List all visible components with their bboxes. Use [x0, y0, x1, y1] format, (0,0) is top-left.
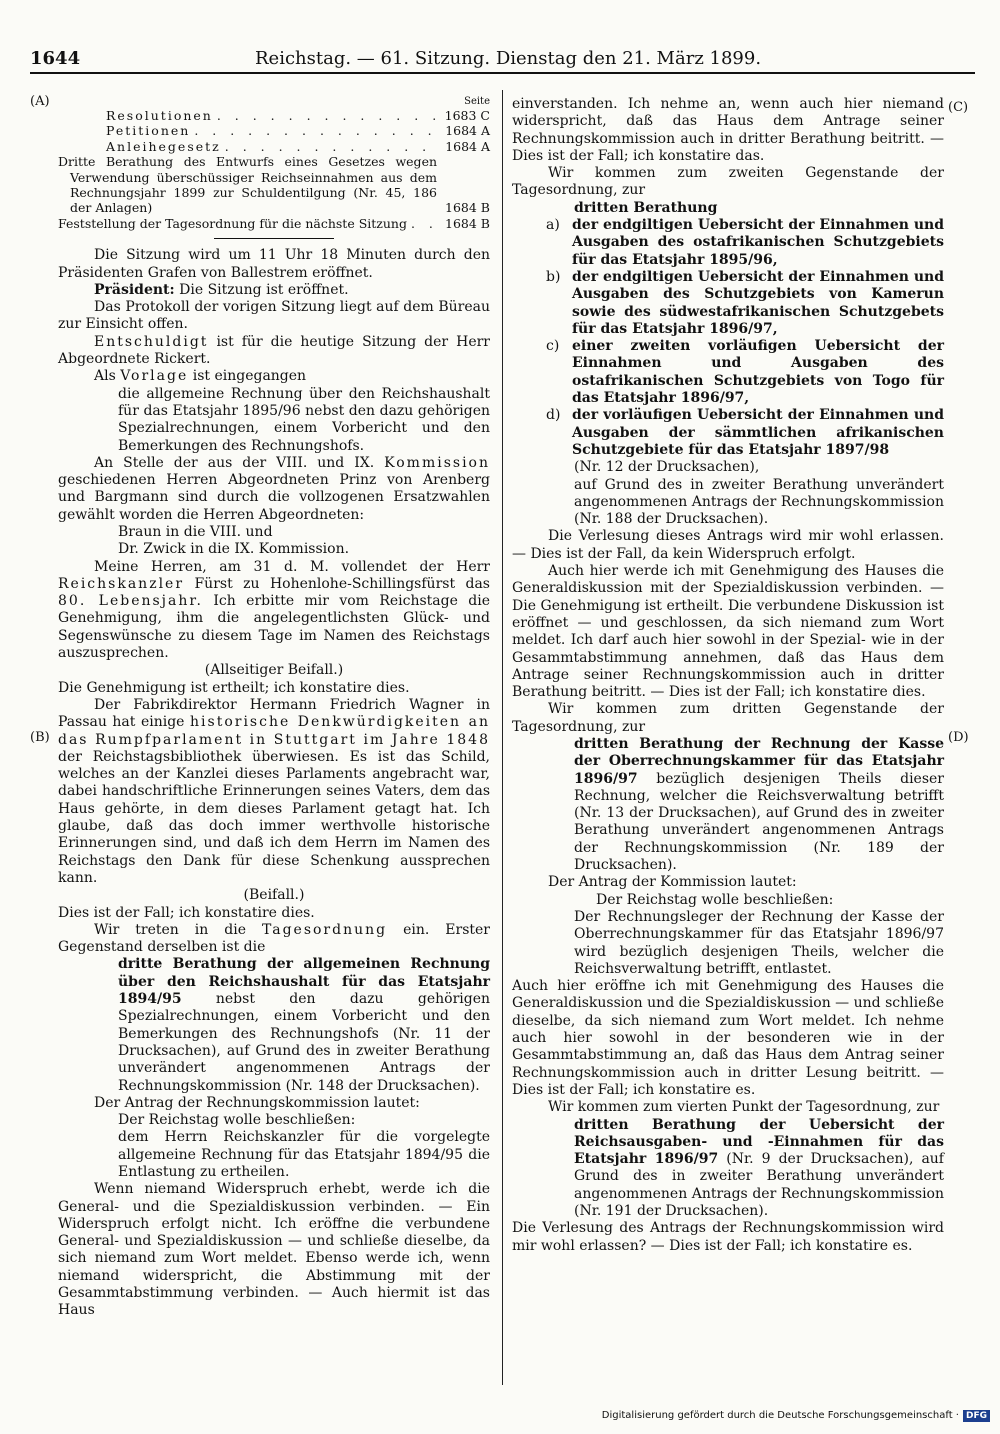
paragraph: dritten Berathung der Uebersicht der Reichsausgaben- und -Einnahmen für das Etatsjahr 1896/97 (Nr. 9 der Drucksachen), auf Grund des in zweiter Berathung unverändert angenommenen Antrags der Rechnungskommission (Nr. 191 der Drucksachen).	[574, 1116, 944, 1219]
paragraph: Auch hier werde ich mit Genehmigung des Hauses die Generaldiskussion mit der Spezialdiskussion verbinden. — Die Genehmigung ist ertheilt. Die verbundene Diskussion ist eröffnet — und geschlossen, da sich niemand zum Wort meldet. Ich darf auch hier sowohl in der Spezial- wie in der Gesammtabstimmung annehmen, daß das Haus dem Antrage seiner Rechnungskommission auch in dritter Berathung beitritt. — Dies ist der Fall; ich konstatire dies.	[512, 563, 944, 701]
marker-d: (D)	[948, 730, 969, 745]
paragraph: Der Reichstag wolle beschließen:	[118, 1112, 356, 1129]
paragraph: Die Sitzung wird um 11 Uhr 18 Minuten durch den Präsidenten Grafen von Ballestrem eröffnet.	[58, 247, 490, 281]
paragraph: dritten Berathung	[574, 199, 718, 216]
marker-b: (B)	[30, 730, 50, 745]
paragraph: Braun in die VIII. und	[118, 524, 273, 540]
paragraph: Der Fabrikdirektor Hermann Friedrich Wagner in Passau hat einige historische Denkwürdigkeiten an das Rumpfparlament in Stuttgart im Jahre 1848 der Reichstagsbibliothek überwiesen. Es ist das Schild, welches an der Kanzlei dieses Parlaments angebracht war, dabei handschriftliche Erinnerungen seines Vaters, dem das Haus gehörte, in dem dieses Parlament getagt hat. Ich glaube, daß das doch immer werthvolle historische Erinnerungen sind, und daß ich dem Herrn im Namen des Reichstags den Dank für diese Schenkung aussprechen kann.	[58, 696, 490, 886]
list-item: d) der vorläufigen Uebersicht der Einnahmen und Ausgaben der sämmtlichen afrikanischen Schutzgebiete für das Etatsjahr 1897/98	[546, 407, 944, 458]
paragraph: Die Verlesung dieses Antrags wird mir wohl erlassen. — Dies ist der Fall, da kein Widerspruch erfolgt.	[512, 528, 944, 562]
paragraph: Der Antrag der Kommission lautet:	[548, 874, 797, 891]
paragraph: (Allseitiger Beifall.)	[204, 662, 344, 679]
paragraph: Der Rechnungsleger der Rechnung der Kasse der Oberrechnungskammer für das Etatsjahr 1896/97 wird bezüglich desjenigen Theils, welcher die Reichsverwaltung betrifft, entlastet.	[574, 908, 944, 977]
paragraph: dritte Berathung der allgemeinen Rechnung über den Reichshaushalt für das Etatsjahr 1894/95 nebst den dazu gehörigen Spezialrechnungen, einem Vorbericht und den Bemerkungen des Rechnungshofs (Nr. 11 der Drucksachen), auf Grund des in zweiter Berathung unverändert angenommenen Antrags der Rechnungskommission (Nr. 148 der Drucksachen).	[118, 956, 490, 1094]
paragraph: Der Reichstag wolle beschließen:	[596, 891, 834, 908]
paragraph: Wir treten in die Tagesordnung ein. Erster Gegenstand derselben ist die	[58, 921, 490, 956]
footer-credit	[600, 1410, 990, 1422]
paragraph: Wir kommen zum dritten Gegenstande der Tagesordnung, zur	[512, 701, 944, 735]
paragraph: einverstanden. Ich nehme an, wenn auch hier niemand widerspricht, daß das Haus dem Antrage seiner Rechnungskommission auch in dritter Berathung beitritt. — Dies ist der Fall; ich konstatire das.	[512, 96, 944, 164]
toc-row: Anleihegesetz . . . 1684 A	[58, 139, 490, 154]
page-header	[30, 44, 975, 74]
paragraph: (Beifall.)	[243, 887, 305, 904]
running-title: Reichstag. — 61. Sitzung. Dienstag den 21. März 1899.	[255, 48, 762, 69]
left-column	[58, 96, 490, 1320]
list-item: c) einer zweiten vorläufigen Uebersicht der Einnahmen und Ausgaben des ostafrikanischen Schutzgebiets von Togo für das Etatsjahr 1896/97,	[546, 338, 944, 407]
marker-c: (C)	[948, 100, 969, 115]
paragraph: Dies ist der Fall; ich konstatire dies.	[58, 904, 315, 921]
toc-row: Dritte Berathung des Entwurfs eines Gesetzes wegen Verwendung überschüssiger Reichseinnahmen aus dem Rechnungsjahr 1899 zur Schuldentilgung (Nr. 45, 186 der Anlagen) 1684 B	[58, 154, 490, 216]
paragraph: Als Vorlage ist eingegangen	[94, 368, 307, 385]
toc-head: Seite	[464, 96, 490, 107]
table-of-contents	[58, 96, 490, 231]
column-divider	[502, 90, 503, 1385]
list-item: b) der endgiltigen Uebersicht der Einnahmen und Ausgaben des Schutzgebiets von Kamerun sowie des südwestafrikanischen Schutzgebets für das Etatsjahr 1896/97,	[546, 268, 944, 337]
paragraph: Wir kommen zum zweiten Gegenstande der Tagesordnung, zur	[512, 165, 944, 199]
toc-row: Resolutionen . . . 1683 C	[58, 108, 490, 123]
toc-row: Petitionen . . . 1684 A	[58, 123, 490, 138]
footer-text: Digitalisierung gefördert durch die Deutsche Forschungsgemeinschaft ·	[601, 1410, 959, 1421]
paragraph: Der Antrag der Rechnungskommission lautet:	[94, 1094, 420, 1111]
paragraph: Wir kommen zum vierten Punkt der Tagesordnung, zur	[548, 1099, 940, 1116]
dfg-logo: DFG	[963, 1410, 990, 1422]
paragraph: die allgemeine Rechnung über den Reichshaushalt für das Etatsjahr 1895/96 nebst den dazu gehörigen Spezialrechnungen, einem Vorbericht und den Bemerkungen des Rechnungshofs.	[118, 385, 490, 454]
page-number: 1644	[30, 48, 81, 69]
paragraph: Entschuldigt ist für die heutige Sitzung der Herr Abgeordnete Rickert.	[58, 333, 490, 368]
paragraph: Dr. Zwick in die IX. Kommission.	[118, 541, 350, 558]
section-rule	[214, 238, 334, 239]
paragraph: Das Protokoll der vorigen Sitzung liegt auf dem Büreau zur Einsicht offen.	[58, 299, 490, 333]
paragraph: Die Genehmigung ist ertheilt; ich konstatire dies.	[58, 679, 410, 696]
list-item: a) der endgiltigen Uebersicht der Einnahmen und Ausgaben des ostafrikanischen Schutzgebiets für das Etatsjahr 1895/96,	[546, 217, 944, 268]
header-rule	[30, 72, 975, 74]
paragraph: auf Grund des in zweiter Berathung unverändert angenommenen Antrags der Rechnungskommission (Nr. 188 der Drucksachen).	[574, 476, 944, 528]
paragraph: Auch hier eröffne ich mit Genehmigung des Hauses die Generaldiskussion und die Spezialdiskussion — und schließe dieselbe, da sich niemand zum Wort meldet. Ich nehme auch hier sowohl in der besonderen wie in der Gesammtabstimmung an, daß das Haus dem Antrag seiner Rechnungskommission auch in dritter Lesung beitritt. — Dies ist der Fall; ich konstatire es.	[512, 978, 944, 1098]
paragraph: Die Verlesung des Antrags der Rechnungskommission wird mir wohl erlassen? — Dies ist der Fall; ich konstatire es.	[512, 1220, 944, 1254]
paragraph: Präsident: Die Sitzung ist eröffnet.	[94, 281, 349, 298]
paragraph: Meine Herren, am 31 d. M. vollendet der Herr Reichskanzler Fürst zu Hohenlohe-Schillingsfürst das 80. Lebensjahr. Ich erbitte mir vom Reichstage die Genehmigung, ihm die angelegentlichsten Glück- und Segenswünsche zu diesem Tage im Namen des Reichstags auszusprechen.	[58, 558, 490, 662]
right-column	[512, 96, 944, 1255]
toc-row: Feststellung der Tagesordnung für die nächste Sitzung . . . 1684 B	[58, 216, 490, 231]
paragraph: dritten Berathung der Rechnung der Kasse der Oberrechnungskammer für das Etatsjahr 1896/97 bezüglich desjenigen Theils dieser Rechnung, welcher die Reichsverwaltung betrifft (Nr. 13 der Drucksachen), auf Grund des in zweiter Berathung unverändert angenommenen Antrags der Rechnungskommission (Nr. 189 der Drucksachen).	[574, 735, 944, 874]
paragraph: Wenn niemand Widerspruch erhebt, werde ich die General- und die Spezialdiskussion verbinden. — Ein Widerspruch erfolgt nicht. Ich eröffne die verbundene General- und Spezialdiskussion — und schließe dieselbe, da sich niemand zum Wort meldet. Ebenso werde ich, wenn niemand widerspricht, die Abstimmung mit der Gesammtabstimmung verbinden. — Auch hiermit ist das Haus	[58, 1181, 490, 1319]
paragraph: dem Herrn Reichskanzler für die vorgelegte allgemeine Rechnung für das Etatsjahr 1894/95 die Entlastung zu ertheilen.	[118, 1129, 490, 1180]
paragraph: An Stelle der aus der VIII. und IX. Kommission geschiedenen Herren Abgeordneten Prinz von Arenberg und Bargmann sind durch die vollzogenen Ersatzwahlen gewählt worden die Herren Abgeordneten:	[58, 454, 490, 523]
paragraph: (Nr. 12 der Drucksachen),	[574, 459, 760, 476]
marker-a: (A)	[30, 94, 50, 109]
